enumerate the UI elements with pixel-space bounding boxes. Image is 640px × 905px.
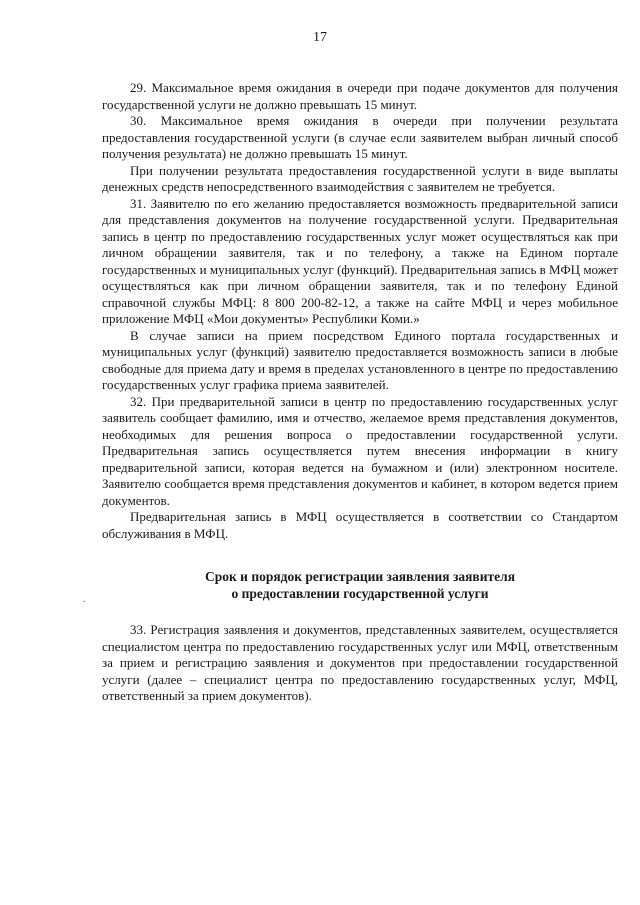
paragraph-33: 33. Регистрация заявления и документов, представленных заявителем, осуществляется специалистом центра по предоставлению государственных услуг или МФЦ, ответственным за прием и регистрацию заявления и документов при предоставлении государственной услуги (далее – специалист центра по предоставлению государственных услуг, МФЦ, ответственный за прием документов). xyxy=(102,622,618,703)
page-number: 17 xyxy=(313,30,327,45)
margin-mark: . xyxy=(83,594,86,605)
document-body xyxy=(102,80,618,705)
paragraph-29: 29. Максимальное время ожидания в очереди при подаче документов для получения государственной услуги не должно превышать 15 минут. xyxy=(102,80,618,112)
section-heading-line-2: о предоставлении государственной услуги xyxy=(231,586,489,601)
section-heading xyxy=(102,568,618,602)
paragraph-31-note: В случае записи на прием посредством Единого портала государственных и муниципальных услуг (функций) заявителю предоставляется возможность записи в любые свободные для приема дату и время в пределах установленного в центре по предоставлению государственных услуг графика приема заявителей. xyxy=(102,327,618,392)
paragraph-30-note: При получении результата предоставления государственной услуги в виде выплаты денежных средств непосредственного взаимодействия с заявителем не требуется. xyxy=(102,162,618,194)
section-heading-line-1: Срок и порядок регистрации заявления заявителя xyxy=(205,569,515,584)
paragraph-30: 30. Максимальное время ожидания в очереди при получении результата предоставления государственной услуги (в случае если заявителем выбран личный способ получения результата) не должно превышать 15 минут. xyxy=(102,113,618,161)
paragraph-32-note: Предварительная запись в МФЦ осуществляется в соответствии со Стандартом обслуживания в МФЦ. xyxy=(102,509,618,541)
paragraph-32: 32. При предварительной записи в центр по предоставлению государственных услуг заявитель сообщает фамилию, имя и отчество, желаемое время представления документов, необходимых для решения вопроса о предоставлении государственной услуги. Предварительная запись осуществляется путем внесения информации в книгу предварительной записи, которая ведется на бумажном и (или) электронном носителе. Заявителю сообщается время представления документов и кабинет, в котором ведется прием документов. xyxy=(102,393,618,508)
paragraph-31: 31. Заявителю по его желанию предоставляется возможность предварительной записи для представления документов на получение государственной услуги. Предварительная запись в центр по предоставлению государственных услуг может осуществляться как при личном обращении заявителя, так и по телефону, а также на Едином портале государственных и муниципальных услуг (функций). Предварительная запись в МФЦ может осуществляться как при личном обращении заявителя, так и по телефону Единой справочной службы МФЦ: 8 800 200-82-12, а также на сайте МФЦ и через мобильное приложение МФЦ «Мои документы» Республики Коми.» xyxy=(102,195,618,326)
